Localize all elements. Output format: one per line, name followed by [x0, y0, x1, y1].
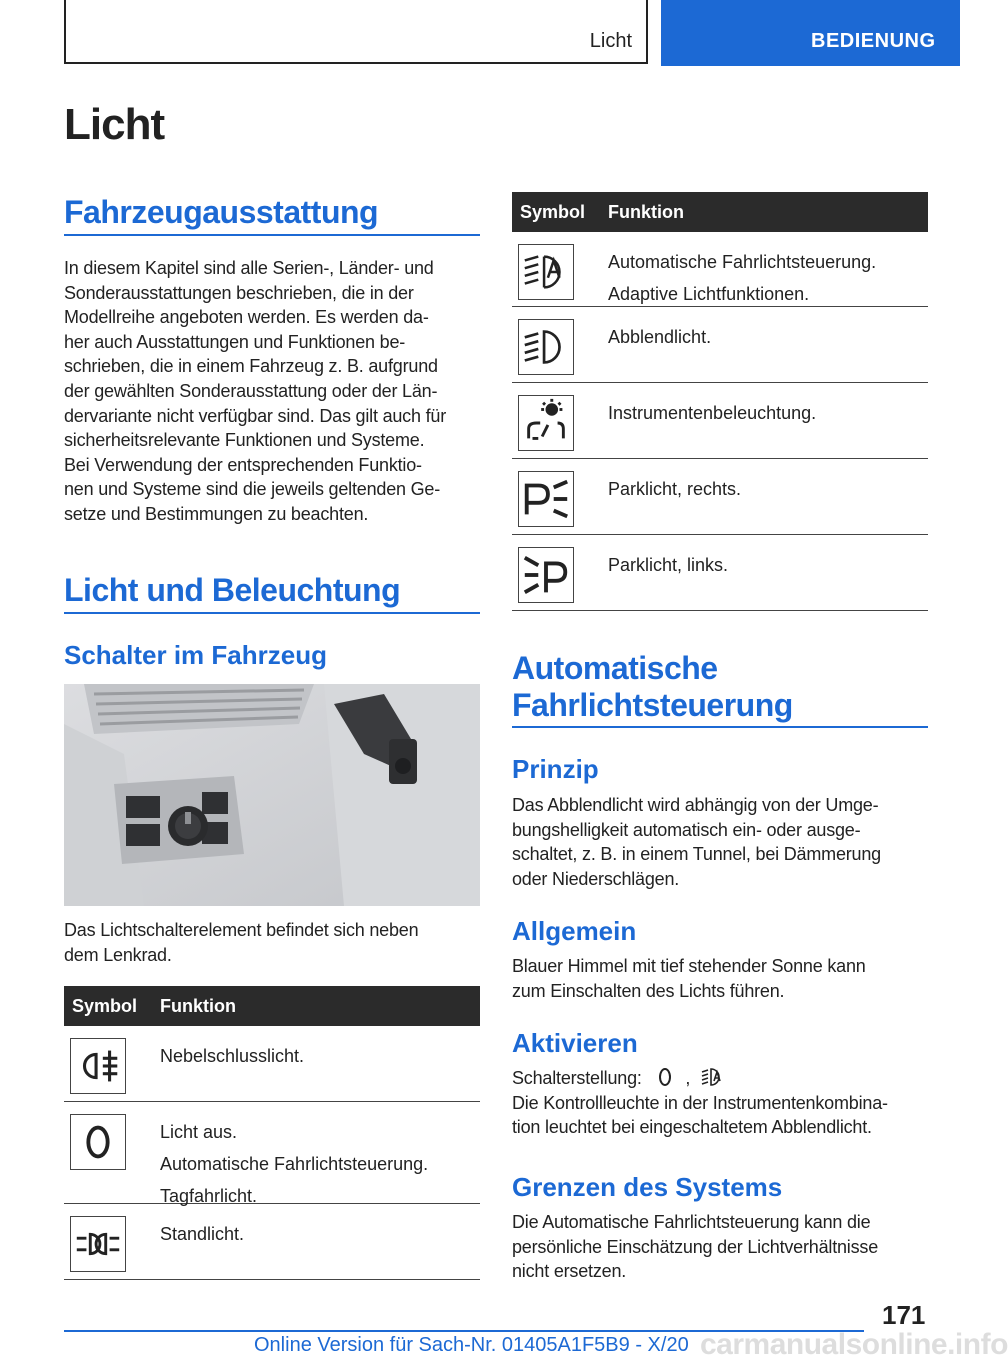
text-line: Parklicht, links. [608, 555, 729, 575]
text-line: Adaptive Lichtfunktionen. [608, 284, 810, 304]
text-line: dervariante nicht verfügbar sind. Das gilt auch für [64, 405, 447, 426]
header-chapter-label: Licht [589, 30, 632, 52]
text-line: Abblendlicht. [608, 327, 712, 347]
header-section-label: BEDIENUNG [811, 30, 936, 52]
general-paragraph [512, 954, 932, 1003]
table-row [512, 307, 928, 383]
function-text [160, 1116, 428, 1212]
text-line: tion leuchtet bei eingeschaltetem Abblendlicht. [512, 1117, 872, 1138]
text-line: Automatische Fahrlichtsteuerung. [608, 252, 877, 272]
column-header-function: Funktion [608, 202, 684, 222]
separator: , [685, 1068, 691, 1088]
table-row [64, 1204, 480, 1280]
parking-light-right-icon [518, 471, 574, 527]
parking-light-icon [70, 1216, 126, 1272]
limits-paragraph [512, 1210, 932, 1284]
page-title: Licht [64, 100, 165, 149]
header-chapter-box [64, 0, 648, 64]
table-row [512, 383, 928, 459]
heading-underline [64, 612, 480, 614]
text-line: Die Kontrollleuchte in der Instrumentenkombina- [512, 1092, 888, 1113]
page-number: 171 [882, 1300, 926, 1330]
table-header [512, 192, 928, 232]
switch-caption [64, 918, 484, 967]
table-row [512, 535, 928, 611]
switch-position-line [512, 1066, 932, 1091]
table-row [512, 232, 928, 307]
text-line: her auch Ausstattungen und Funktionen be- [64, 331, 406, 352]
text-line: setze und Bestimmungen zu beachten. [64, 503, 369, 524]
text-line: Instrumentenbeleuchtung. [608, 403, 817, 423]
rear-fog-light-icon [70, 1038, 126, 1094]
text-line: sicherheitsrelevante Funktionen und Systeme. [64, 430, 425, 451]
instrument-lighting-icon [518, 395, 574, 451]
function-text [608, 473, 741, 505]
function-text [160, 1218, 244, 1250]
heading-automatische-fahrlichtsteuerung [512, 650, 793, 724]
text-line: nen und Systeme sind die jeweils geltenden Ge- [64, 479, 441, 500]
text-line: Das Lichtschalterelement befindet sich neben [64, 920, 419, 940]
light-symbols-table-right [512, 192, 928, 611]
text-line: Blauer Himmel mit tief stehender Sonne kann [512, 956, 866, 976]
zero-position-icon [655, 1066, 675, 1088]
text-line: schaltet, z. B. in einem Tunnel, bei Dämmerung [512, 844, 881, 865]
function-text [608, 246, 876, 310]
table-row [512, 459, 928, 535]
text-line: Licht aus. [160, 1122, 238, 1142]
text-line: dem Lenkrad. [64, 944, 172, 965]
heading-line: Fahrlichtsteuerung [512, 687, 793, 723]
function-text [608, 549, 728, 581]
table-row [64, 1102, 480, 1204]
heading-underline [64, 234, 480, 236]
light-switch-photo [64, 684, 480, 906]
header-section-tab [661, 0, 960, 66]
activate-paragraph [512, 1066, 932, 1140]
text-line: der gewählten Sonderausstattung oder der Län- [64, 380, 438, 401]
low-beam-icon [518, 319, 574, 375]
light-off-zero-icon [70, 1114, 126, 1170]
text-line: persönliche Einschätzung der Lichtverhältnisse [512, 1236, 879, 1257]
column-header-function: Funktion [160, 996, 236, 1016]
text-line: Modellreihe angeboten werden. Es werden da- [64, 307, 429, 328]
text-line: schrieben, die in einem Fahrzeug z. B. aufgrund [64, 356, 438, 377]
text-line: Standlicht. [160, 1224, 245, 1244]
light-symbols-table-left [64, 986, 480, 1280]
heading-line: Automatische [512, 650, 718, 686]
online-version-text: Online Version für Sach-Nr. 01405A1F5B9 - X/20 [254, 1334, 689, 1356]
text-line: In diesem Kapitel sind alle Serien-, Länder- und [64, 258, 434, 278]
text-line: zum Einschalten des Lichts führen. [512, 980, 785, 1001]
text-line: bungshelligkeit automatisch ein- oder ausge- [512, 819, 861, 840]
heading-fahrzeugausstattung: Fahrzeugausstattung [64, 194, 379, 230]
table-header [64, 986, 480, 1026]
heading-underline [512, 726, 928, 728]
text-line: nicht ersetzen. [512, 1261, 627, 1282]
auto-headlight-icon [518, 244, 574, 300]
text-line: Die Automatische Fahrlichtsteuerung kann die [512, 1212, 871, 1232]
text-line: Sonderausstattungen beschrieben, die in der [64, 282, 414, 303]
function-text [608, 397, 816, 429]
heading-schalter-im-fahrzeug: Schalter im Fahrzeug [64, 640, 327, 670]
heading-aktivieren: Aktivieren [512, 1028, 638, 1058]
text-line: Automatische Fahrlichtsteuerung. [160, 1154, 429, 1174]
auto-headlight-icon [701, 1066, 725, 1088]
heading-allgemein: Allgemein [512, 916, 637, 946]
text-line: oder Niederschlägen. [512, 868, 680, 889]
function-text [160, 1040, 304, 1072]
function-text [608, 321, 711, 353]
column-header-symbol: Symbol [520, 202, 586, 222]
table-row [64, 1026, 480, 1102]
text-line: Nebelschlusslicht. [160, 1046, 305, 1066]
vehicle-equipment-paragraph [64, 256, 484, 527]
text-line: Das Abblendlicht wird abhängig von der Umge- [512, 795, 879, 815]
switch-position-label: Schalterstellung: [512, 1068, 642, 1088]
text-line: Tagfahrlicht. [160, 1186, 258, 1206]
column-header-symbol: Symbol [72, 996, 138, 1016]
heading-prinzip: Prinzip [512, 754, 599, 784]
heading-grenzen-des-systems: Grenzen des Systems [512, 1172, 783, 1202]
text-line: Parklicht, rechts. [608, 479, 742, 499]
parking-light-left-icon [518, 547, 574, 603]
heading-licht-und-beleuchtung: Licht und Beleuchtung [64, 572, 401, 608]
watermark-text: carmanualsonline.info [700, 1328, 1008, 1361]
text-line: Bei Verwendung der entsprechenden Funktio- [64, 454, 422, 475]
principle-paragraph [512, 793, 932, 891]
